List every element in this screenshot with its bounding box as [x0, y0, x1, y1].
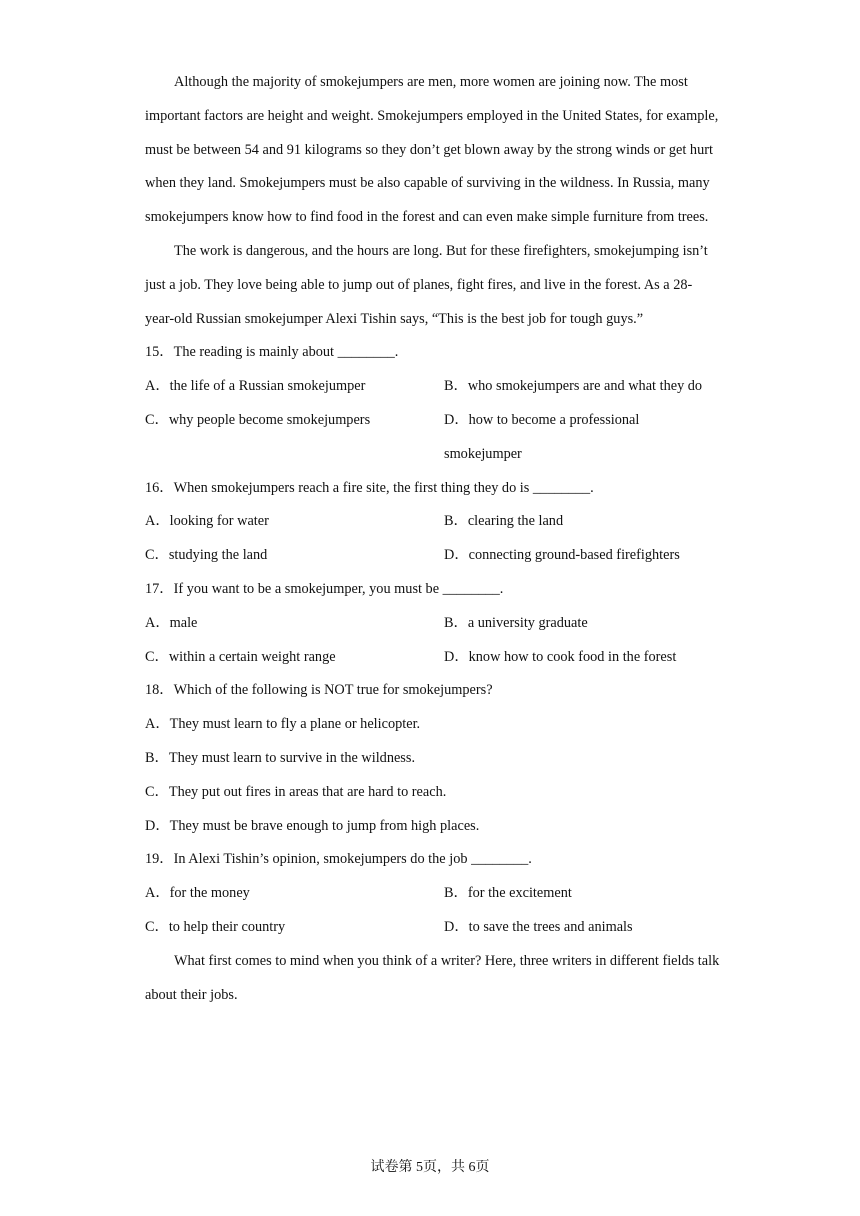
option-c[interactable]: C．studying the land	[145, 547, 268, 564]
question-15	[145, 336, 720, 471]
question-stem: 15．The reading is mainly about ________.	[145, 344, 399, 361]
option-b[interactable]: B．for the excitement	[444, 885, 572, 902]
option-a[interactable]: A．looking for water	[145, 513, 269, 530]
question-stem: 17．If you want to be a smokejumper, you must be ________.	[145, 580, 504, 597]
option-a[interactable]: A．They must learn to fly a plane or helicopter.	[145, 716, 421, 733]
option-d[interactable]: D．to save the trees and animals	[444, 918, 633, 935]
question-stem: 16．When smokejumpers reach a fire site, the first thing they do is ________.	[145, 479, 594, 496]
option-c[interactable]: C．within a certain weight range	[145, 648, 336, 665]
passage-paragraph-2: The work is dangerous, and the hours are long. But for these firefighters, smokejumping isn’t just a job. They love being able to jump out of planes, fight fires, and live in the forest. As a 28-year-old Russian smokejumper Alexi Tishin says, “This is the best job for tough guys.”	[145, 242, 708, 327]
next-passage-intro: What first comes to mind when you think of a writer? Here, three writers in different fields talk about their jobs.	[145, 952, 720, 1003]
passage-paragraph-1: Although the majority of smokejumpers are men, more women are joining now. The most important factors are height and weight. Smokejumpers employed in the United States, for example, must be between 54 and 91 kilograms so they don’t get blown away by the strong winds or get hurt when they land. Smokejumpers must be also capable of surviving in the wildness. In Russia, many smokejumpers know how to find food in the forest and can even make simple furniture from trees.	[145, 74, 719, 226]
option-b[interactable]: B．clearing the land	[444, 513, 564, 530]
option-d[interactable]: D．connecting ground-based firefighters	[444, 547, 680, 564]
option-d[interactable]: D．know how to cook food in the forest	[444, 648, 677, 665]
question-16	[145, 472, 720, 573]
question-stem: 18．Which of the following is NOT true for smokejumpers?	[145, 682, 493, 699]
option-a[interactable]: A．male	[145, 614, 198, 631]
option-c[interactable]: C．why people become smokejumpers	[145, 411, 371, 428]
option-d[interactable]: D．They must be brave enough to jump from high places.	[145, 817, 480, 834]
option-a[interactable]: A．for the money	[145, 885, 250, 902]
option-b[interactable]: B．who smokejumpers are and what they do	[444, 378, 703, 395]
question-17	[145, 573, 720, 674]
option-c[interactable]: C．They put out fires in areas that are hard to reach.	[145, 783, 447, 800]
question-19	[145, 843, 720, 944]
option-c[interactable]: C．to help their country	[145, 918, 286, 935]
question-stem: 19．In Alexi Tishin’s opinion, smokejumpers do the job ________.	[145, 851, 532, 868]
option-d[interactable]: D．how to become a professional smokejumper	[444, 411, 640, 462]
option-b[interactable]: B．They must learn to survive in the wildness.	[145, 749, 416, 766]
page-footer: 试卷第 5页，共 6页	[370, 1160, 490, 1175]
option-a[interactable]: A．the life of a Russian smokejumper	[145, 378, 366, 395]
question-18	[145, 674, 720, 843]
page-content	[145, 66, 720, 1012]
option-b[interactable]: B．a university graduate	[444, 614, 588, 631]
